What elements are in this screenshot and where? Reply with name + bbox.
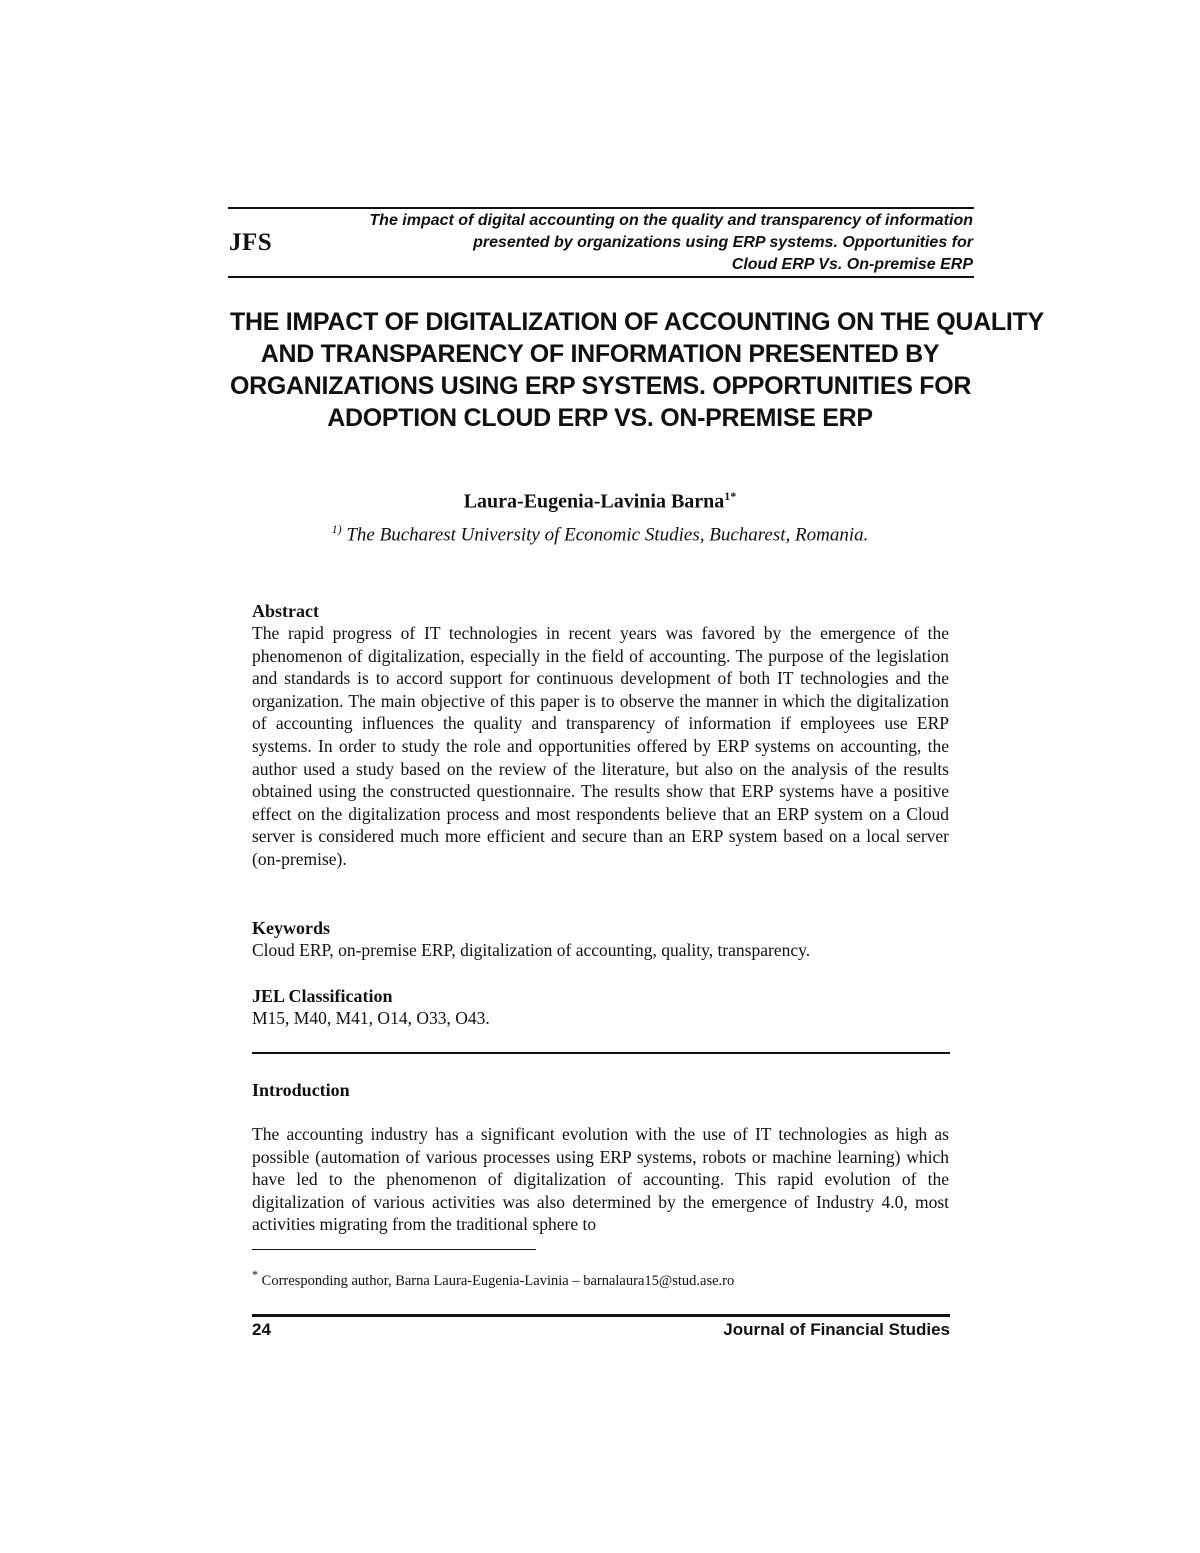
footnote-separator: – <box>568 1272 584 1289</box>
running-title <box>333 210 973 276</box>
jel-heading: JEL Classification <box>252 986 393 1006</box>
page-number: 24 <box>252 1320 271 1339</box>
footer-rule <box>252 1314 950 1317</box>
affiliation-marker: 1) <box>331 521 342 536</box>
header-rule-top <box>228 207 974 209</box>
footnote-marker: * <box>252 1268 259 1282</box>
running-title-line: presented by organizations using ERP systems. Opportunities for <box>473 234 973 251</box>
introduction-heading: Introduction <box>252 1080 350 1100</box>
article-title-line: AND TRANSPARENCY OF INFORMATION PRESENTED BY <box>260 340 940 368</box>
running-title-line: Cloud ERP Vs. On-premise ERP <box>731 256 973 273</box>
article-title-line: ADOPTION CLOUD ERP VS. ON-PREMISE ERP <box>327 404 873 432</box>
author-marker: 1* <box>724 489 737 503</box>
keywords-section <box>252 917 949 962</box>
running-title-line: The impact of digital accounting on the quality and transparency of information <box>369 212 973 229</box>
jel-codes: M15, M40, M41, O14, O33, O43. <box>252 1008 490 1028</box>
author-name <box>230 484 970 514</box>
footnote <box>252 1266 949 1290</box>
introduction-text: The accounting industry has a significant evolution with the use of IT technologies as high as possible (automation of various processes using ERP systems, robots or machine learning) which have led to the phenomenon of digitalization of accounting. This rapid evolution of the digitalization of various activities was also determined by the emergence of Industry 4.0, most activities migrating from the traditional sphere to <box>252 1124 949 1235</box>
article-title <box>230 306 1044 434</box>
section-divider <box>252 1052 950 1054</box>
article-title-line: ORGANIZATIONS USING ERP SYSTEMS. OPPORTUNITIES FOR <box>230 372 972 400</box>
abstract-text: The rapid progress of IT technologies in recent years was favored by the emergence of the phenomenon of digitalization, especially in the field of accounting. The purpose of the legislation and standards is to accord support for continuous development of both IT technologies and the organization. The main objective of this paper is to observe the manner in which the digitalization of accounting influences the quality and transparency of information if employees use ERP systems. In order to study the role and opportunities offered by ERP systems on accounting, the author used a study based on the review of the literature, but also on the analysis of the results obtained using the constructed questionnaire. The results show that ERP systems have a positive effect on the digitalization process and most respondents believe that an ERP system on a Cloud server is considered much more efficient and secure than an ERP system based on a local server (on-premise). <box>252 623 949 869</box>
jel-section <box>252 985 949 1030</box>
abstract-heading: Abstract <box>252 601 319 621</box>
journal-abbreviation: JFS <box>229 229 273 256</box>
abstract-section <box>252 600 949 871</box>
author-block <box>230 484 970 548</box>
author-affiliation <box>230 516 970 548</box>
footnote-label: Corresponding author, Barna Laura-Eugenia-Lavinia <box>261 1272 569 1289</box>
author-name-text: Laura-Eugenia-Lavinia Barna <box>463 490 725 513</box>
affiliation-text: The Bucharest University of Economic Studies, Bucharest, Romania. <box>346 523 869 545</box>
header-rule-bottom <box>228 276 974 278</box>
introduction-heading-block <box>252 1079 949 1101</box>
footnote-rule <box>252 1249 536 1250</box>
footer-journal-name: Journal of Financial Studies <box>723 1320 950 1339</box>
article-title-line: THE IMPACT OF DIGITALIZATION OF ACCOUNTING ON THE QUALITY <box>230 308 1044 336</box>
footnote-email[interactable]: barnalaura15@stud.ase.ro <box>583 1272 735 1289</box>
keywords-heading: Keywords <box>252 918 330 938</box>
keywords-text: Cloud ERP, on-premise ERP, digitalization of accounting, quality, transparency. <box>252 940 811 960</box>
